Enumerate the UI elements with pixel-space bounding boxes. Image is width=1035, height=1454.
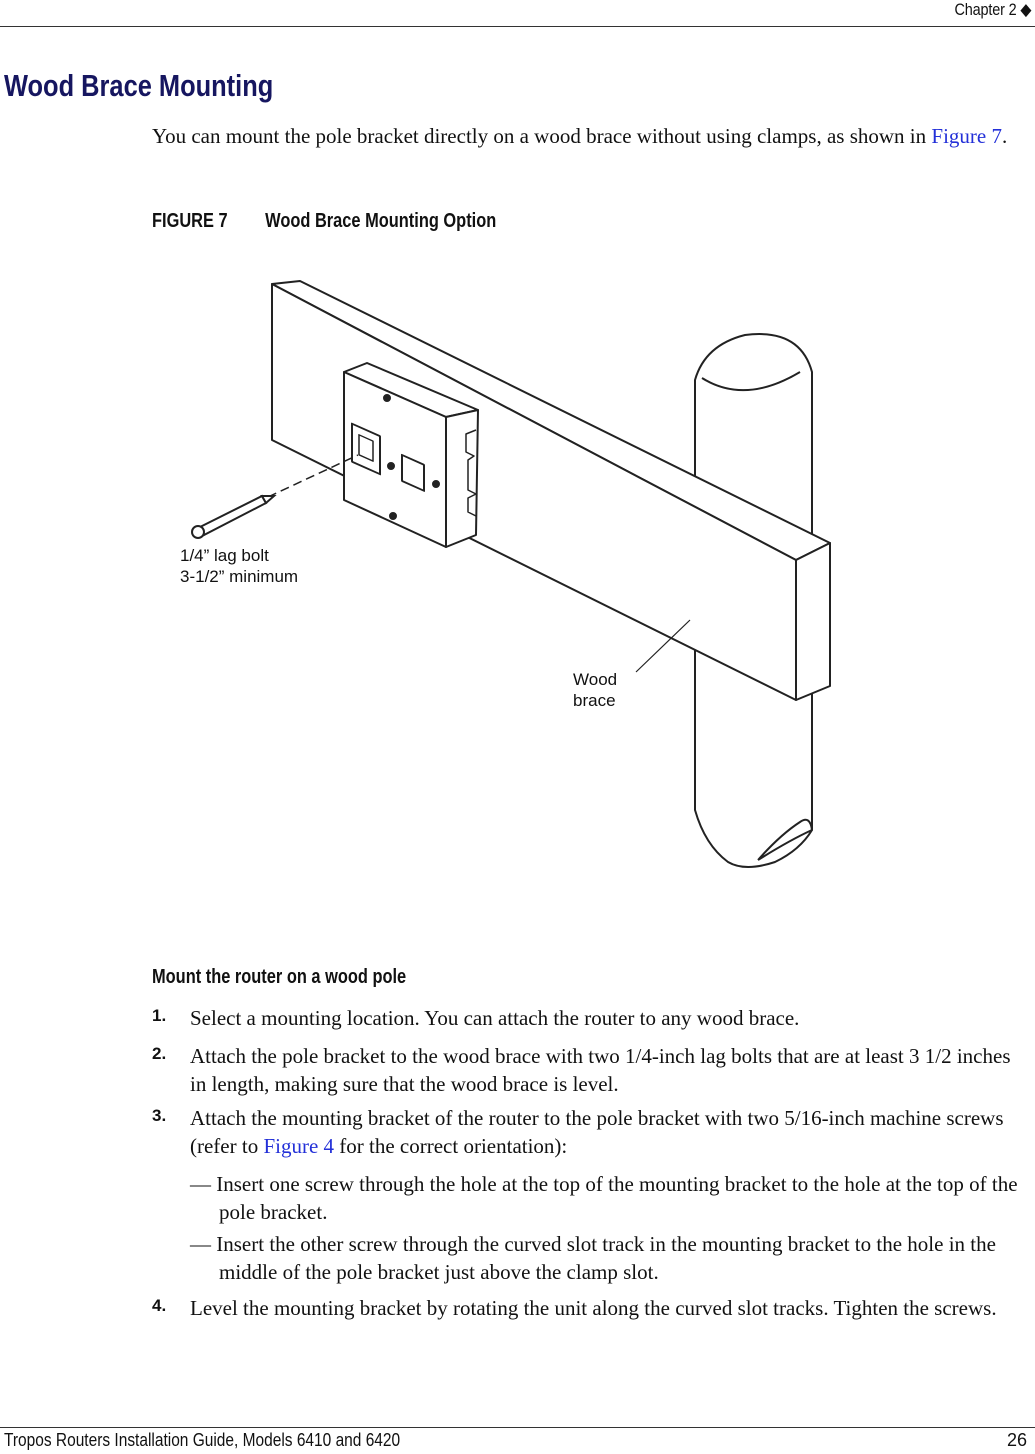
intro-text-end: . bbox=[1001, 124, 1008, 148]
header-rule bbox=[0, 26, 1035, 27]
substep-1: — Insert one screw through the hole at the top of the mounting bracket to the hole at the top of the pole bracket. bbox=[190, 1172, 1018, 1224]
figure-7-link[interactable]: Figure 7 bbox=[931, 124, 1002, 148]
step-number: 2. bbox=[152, 1044, 167, 1063]
figure-caption bbox=[152, 210, 496, 233]
figure-number: FIGURE 7 bbox=[152, 210, 228, 232]
lag-bolt-head bbox=[192, 526, 204, 538]
brace-label-line2: brace bbox=[573, 691, 616, 710]
bolt-label-line2: 3-1/2” minimum bbox=[180, 567, 299, 586]
section-title: Wood Brace Mounting bbox=[4, 68, 274, 103]
intro-text: You can mount the pole bracket directly on a wood brace without using clamps, as shown in bbox=[152, 124, 932, 148]
step-3-text-end: for the correct orientation): bbox=[334, 1134, 568, 1158]
bracket-hole-top bbox=[384, 395, 390, 401]
brace-label-line1: Wood bbox=[573, 670, 618, 689]
step-3-text: Attach the mounting bracket of the router to the pole bracket with two 5/16-inch machine screws (refer to bbox=[190, 1106, 1004, 1158]
intro-paragraph bbox=[152, 122, 1012, 150]
step-text bbox=[190, 1104, 1030, 1160]
figure-4-link[interactable]: Figure 4 bbox=[263, 1134, 335, 1158]
step-text: Attach the pole bracket to the wood brace with two 1/4-inch lag bolts that are at least 3 1/2 inches in length, making sure that the wood brace is level. bbox=[190, 1044, 1011, 1096]
step-text: Level the mounting bracket by rotating the unit along the curved slot tracks. Tighten the screws. bbox=[190, 1296, 997, 1320]
footer-rule bbox=[0, 1427, 1035, 1428]
procedure-heading: Mount the router on a wood pole bbox=[152, 966, 407, 988]
bracket-hole-middle bbox=[388, 463, 394, 469]
chapter-header: Chapter 2 ◆ bbox=[954, 0, 1031, 19]
step-number: 3. bbox=[152, 1106, 167, 1125]
figure-title: Wood Brace Mounting Option bbox=[265, 210, 497, 232]
step-number: 4. bbox=[152, 1296, 167, 1315]
bracket-hole-bottom bbox=[390, 513, 396, 519]
footer-title: Tropos Routers Installation Guide, Models 6410 and 6420 bbox=[4, 1430, 401, 1450]
substep-2: — Insert the other screw through the curved slot track in the mounting bracket to the hole in the middle of the pole bracket just above the clamp slot. bbox=[190, 1232, 996, 1284]
step-text: Select a mounting location. You can attach the router to any wood brace. bbox=[190, 1006, 800, 1030]
page-number: 26 bbox=[1006, 1430, 1027, 1450]
step-number: 1. bbox=[152, 1006, 167, 1025]
bolt-label-line1: 1/4” lag bolt bbox=[180, 546, 269, 565]
wood-brace-end-face bbox=[796, 543, 830, 700]
wood-brace-mounting-illustration bbox=[150, 270, 850, 880]
lag-bolt-shaft bbox=[200, 496, 266, 535]
bracket-hole-right bbox=[433, 481, 439, 487]
